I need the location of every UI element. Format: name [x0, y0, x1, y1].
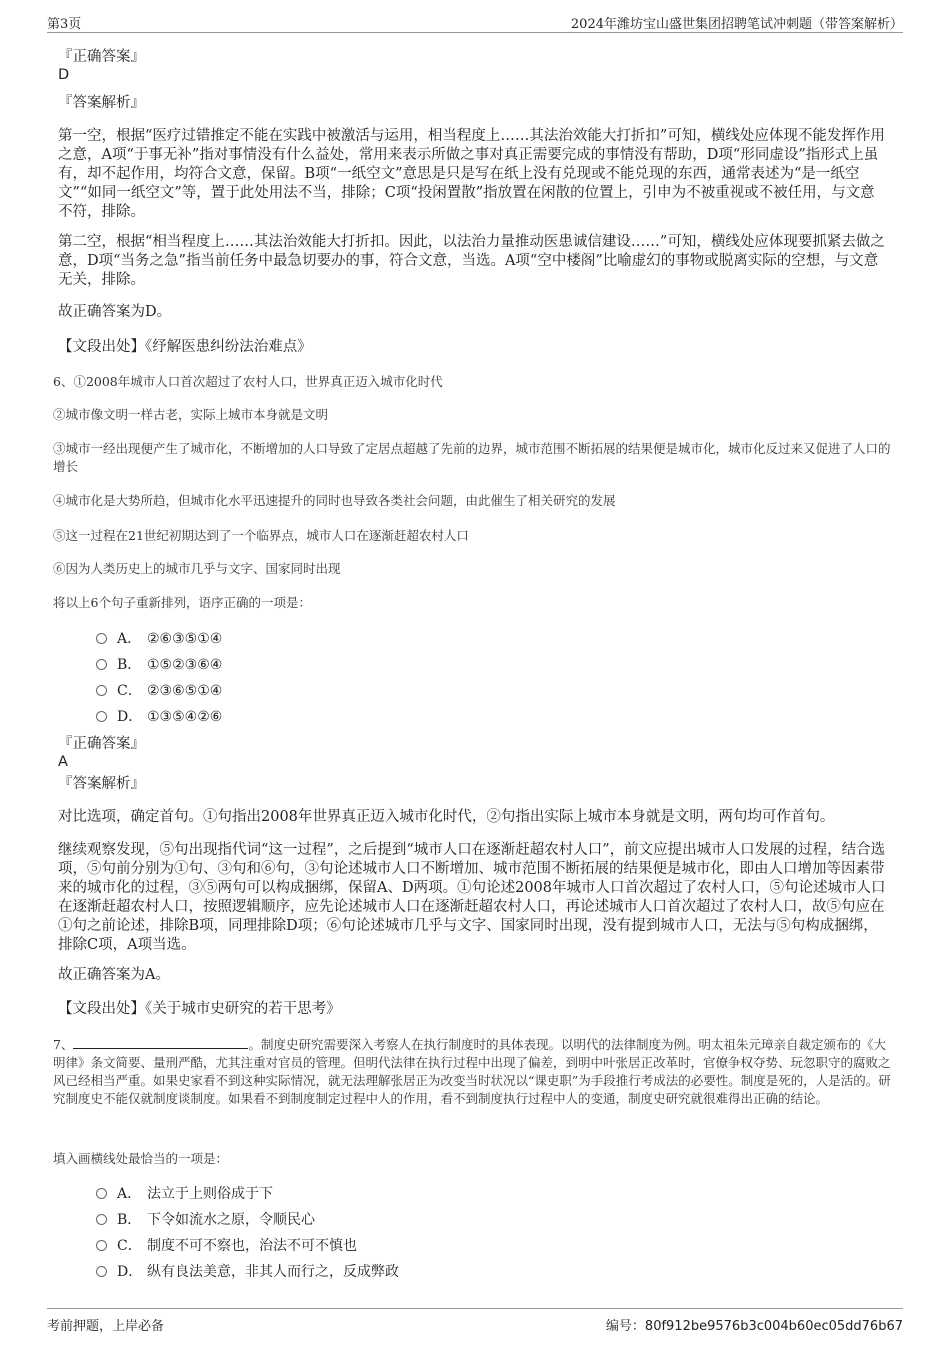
- page-number: 第3页: [47, 17, 82, 32]
- page-footer: [47, 1308, 903, 1339]
- radio-icon[interactable]: [96, 1214, 107, 1225]
- q5-answer: D: [58, 67, 70, 83]
- q6-sentence-6: ⑥因为人类历史上的城市几乎与文字、国家同时出现: [53, 561, 341, 576]
- q6-analysis-p1: 对比选项，确定首句。①句指出2008年世界真正迈入城市化时代，②句指出实际上城市本身就是文明，两句均可作首句。: [58, 809, 835, 825]
- q5-analysis-p2: 第二空，根据“相当程度上……其法治效能大打折扣。因此，以法治力量推动医患诚信建设……”可知，横线处应体现要抓紧去做之意，D项“当务之急”指当前任务中最急切要办的事，符合文意，当选。A项“空中楼阁”比喻虚幻的事物或脱离实际的空想，与文意无关，排除。: [58, 234, 885, 288]
- radio-icon[interactable]: [96, 1240, 107, 1251]
- q7-option-b[interactable]: B． 下令如流水之原，令顺民心: [96, 1211, 315, 1229]
- q6-sentence-4: ④城市化是大势所趋，但城市化水平迅速提升的同时也导致各类社会问题，由此催生了相关研究的发展: [53, 493, 616, 508]
- q5-conclusion: 故正确答案为D。: [58, 304, 172, 320]
- q5-analysis-p1: 第一空，根据“医疗过错推定不能在实践中被激活与运用，相当程度上……其法治效能大打折扣”可知，横线处应体现不能发挥作用之意，A项“于事无补”指对事情没有什么益处，常用来表示所做之事对真正需要完成的事情没有帮助，D项“形同虚设”指形式上虽有，却不起作用，均符合文意，保留。B项“一纸空文”意思是只是写在纸上没有兑现或不能兑现的东西，通常表述为“是一纸空文”“如同一纸空文”等，置于此处用法不当，排除；C项“投闲置散”指放置在闲散的位置上，引申为不被重视或不被任用，与文意不符，排除。: [58, 128, 885, 220]
- footer-slogan: 考前押题，上岸必备: [47, 1319, 165, 1334]
- q6-answer-label: 『正确答案』: [58, 736, 145, 752]
- q6-sentence-1: 6、①2008年城市人口首次超过了农村人口，世界真正迈入城市化时代: [53, 374, 443, 389]
- radio-icon[interactable]: [96, 1188, 107, 1199]
- q6-answer: A: [58, 754, 68, 770]
- page-header: [47, 10, 903, 33]
- q6-sentence-2: ②城市像文明一样古老，实际上城市本身就是文明: [53, 407, 329, 422]
- radio-icon[interactable]: [96, 633, 107, 644]
- q5-analysis-label: 『答案解析』: [58, 95, 145, 111]
- q6-prompt: 将以上6个句子重新排列，语序正确的一项是：: [53, 595, 311, 610]
- answer-blank: [73, 1036, 248, 1049]
- q6-analysis-label: 『答案解析』: [58, 776, 145, 792]
- q7-option-a[interactable]: A． 法立于上则俗成于下: [96, 1185, 273, 1203]
- q6-option-a[interactable]: A． ②⑥③⑤①④: [96, 630, 222, 648]
- radio-icon[interactable]: [96, 685, 107, 696]
- q6-option-d[interactable]: D． ①③⑤④②⑥: [96, 708, 222, 726]
- q7-prompt: 填入画横线处最恰当的一项是：: [53, 1151, 229, 1166]
- document-title: 2024年潍坊宝山盛世集团招聘笔试冲刺题（带答案解析）: [570, 17, 903, 32]
- q5-answer-label: 『正确答案』: [58, 49, 145, 65]
- document-code: 编号：80f912be9576b3c004b60ec05dd76b67: [605, 1319, 903, 1334]
- q6-sentence-5: ⑤这一过程在21世纪初期达到了一个临界点，城市人口在逐渐赶超农村人口: [53, 528, 469, 543]
- q6-option-b[interactable]: B． ①⑤②③⑥④: [96, 656, 222, 674]
- q5-source: 【文段出处】《纾解医患纠纷法治难点》: [58, 339, 312, 355]
- radio-icon[interactable]: [96, 711, 107, 722]
- radio-icon[interactable]: [96, 659, 107, 670]
- q6-conclusion: 故正确答案为A。: [58, 967, 170, 983]
- q6-analysis-p2: 继续观察发现，⑤句出现指代词“这一过程”，之后提到“城市人口在逐渐赶超农村人口”，前文应提出城市人口发展的过程，结合选项，⑤句前分别为①句、③句和⑥句，③句论述城市人口不断增加、城市范围不断拓展的结果便是城市化，即由人口增加等因素带来的城市化的过程，③⑤两句可以构成捆绑，保留A、D两项。①句论述2008年城市人口首次超过了农村人口，⑤句论述城市人口在逐渐赶超农村人口，按照逻辑顺序，应先论述城市人口在逐渐赶超农村人口，再论述城市人口首次超过了农村人口，故⑤句应在①句之前论述，排除B项，同理排除D项；⑥句论述城市几乎与文字、国家同时出现，没有提到城市人口，无法与⑤句构成捆绑，排除C项，A项当选。: [58, 842, 886, 953]
- q7-option-c[interactable]: C． 制度不可不察也，治法不可不慎也: [96, 1237, 357, 1255]
- q6-source: 【文段出处】《关于城市史研究的若干思考》: [58, 1001, 341, 1017]
- q7-option-d[interactable]: D． 纵有良法美意，非其人而行之，反成弊政: [96, 1263, 399, 1281]
- q6-option-c[interactable]: C． ②③⑥⑤①④: [96, 682, 222, 700]
- q6-sentence-3: ③城市一经出现便产生了城市化，不断增加的人口导致了定居点超越了先前的边界，城市范围不断拓展的结果便是城市化，城市化反过来又促进了人口的增长: [53, 441, 891, 474]
- radio-icon[interactable]: [96, 1266, 107, 1277]
- q7-passage: 7、 。制度史研究需要深入考察人在执行制度时的具体表现。以明代的法律制度为例。明太祖朱元璋亲自裁定颁布的《大明律》条文简要、量刑严酷，尤其注重对官员的管理。但明代法律在执行过程中出现了偏差，到明中叶张居正改革时，官僚争权夺势、玩忽职守的腐败之风已经相当严重。如果史家看不到这种实际情况，就无法理解张居正为改变当时状况以“课吏职”为手段推行考成法的必要性。制度是死的，人是活的。研究制度史不能仅就制度谈制度。如果看不到制度制定过程中人的作用，看不到制度执行过程中人的变通，制度史研究就很难得出正确的结论。: [53, 1037, 891, 1106]
